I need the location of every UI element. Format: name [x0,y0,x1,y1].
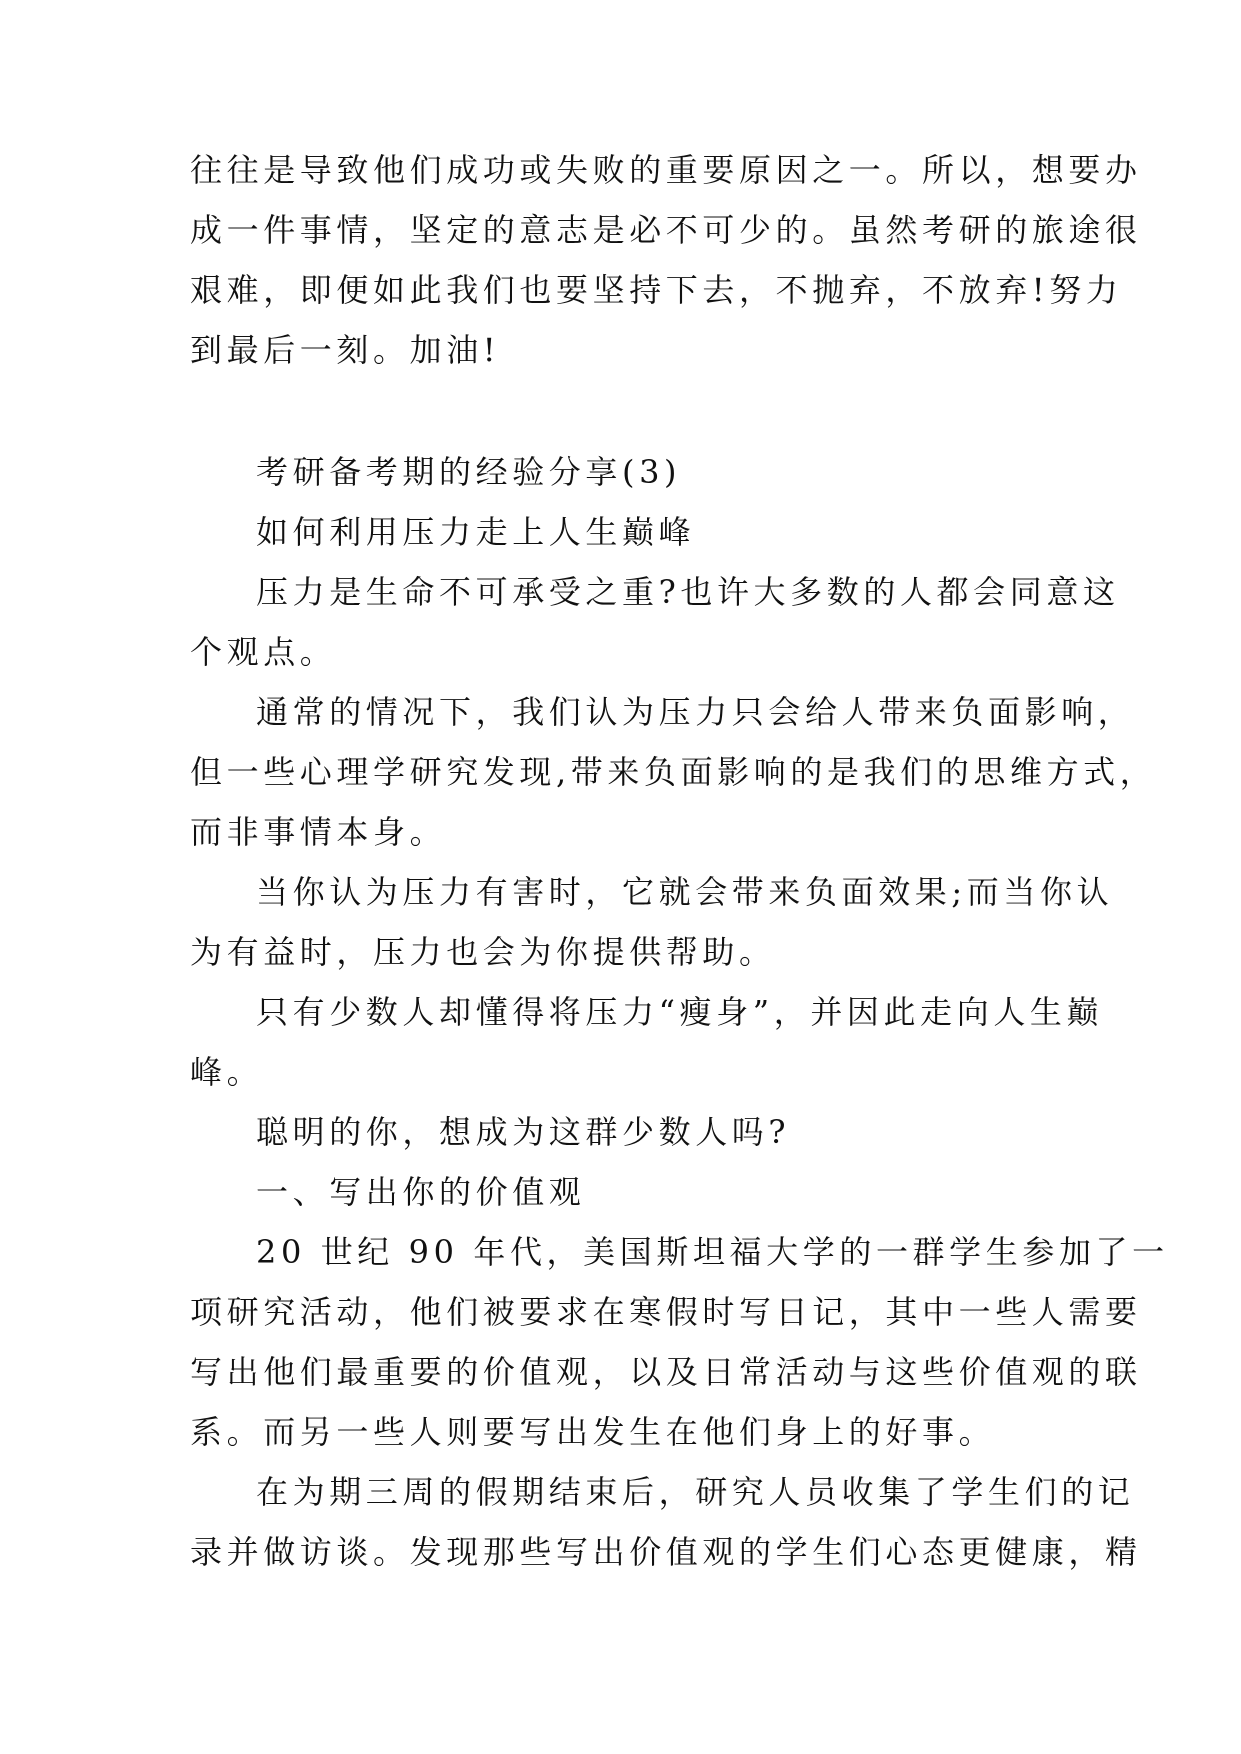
text-line: 聪明的你，想成为这群少数人吗? [256,1113,791,1151]
text-line: 峰。 [190,1053,264,1091]
text-line: 当你认为压力有害时，它就会带来负面效果;而当你认 [256,873,1114,911]
text-line: 项研究活动，他们被要求在寒假时写日记，其中一些人需要 [190,1293,1142,1331]
text-line: 但一些心理学研究发现,带来负面影响的是我们的思维方式， [190,753,1157,791]
section-title: 考研备考期的经验分享(3) [256,453,682,491]
text-line: 往往是导致他们成功或失败的重要原因之一。所以，想要办 [190,151,1142,189]
text-line: 系。而另一些人则要写出发生在他们身上的好事。 [190,1413,996,1451]
text-line: 成一件事情，坚定的意志是必不可少的。虽然考研的旅途很 [190,211,1142,249]
text-line: 而非事情本身。 [190,813,447,851]
text-line: 通常的情况下，我们认为压力只会给人带来负面影响， [256,693,1135,731]
text-line: 在为期三周的假期结束后，研究人员收集了学生们的记 [256,1473,1135,1511]
article-title: 如何利用压力走上人生巅峰 [256,513,696,551]
text-line: 写出他们最重要的价值观，以及日常活动与这些价值观的联 [190,1353,1142,1391]
text-line: 个观点。 [190,633,337,671]
text-line: 艰难，即便如此我们也要坚持下去，不抛弃，不放弃!努力 [190,271,1123,309]
text-line: 压力是生命不可承受之重?也许大多数的人都会同意这 [256,573,1120,611]
text-line: 录并做访谈。发现那些写出价值观的学生们心态更健康，精 [190,1533,1142,1571]
text-line: 为有益时，压力也会为你提供帮助。 [190,933,776,971]
text-line: 只有少数人却懂得将压力“瘦身”，并因此走向人生巅 [256,993,1104,1031]
section-heading: 一、写出你的价值观 [256,1173,586,1211]
text-line: 20 世纪 90 年代，美国斯坦福大学的一群学生参加了一 [256,1233,1169,1271]
text-line: 到最后一刻。加油! [190,331,501,369]
